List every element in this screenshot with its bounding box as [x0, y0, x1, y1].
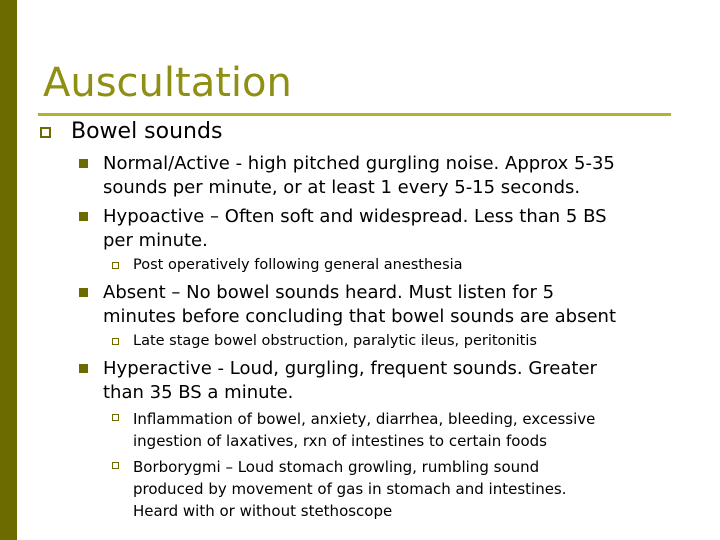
bullet-hypoactive-line2: per minute. [103, 230, 208, 251]
small-hollow-square-bullet-icon [112, 262, 119, 269]
bullet-absent-line2: minutes before concluding that bowel sounds are absent [103, 306, 617, 327]
sub-bullet-borborygmi-line3: Heard with or without stethoscope [133, 502, 393, 520]
bullet-hyperactive-line2: than 35 BS a minute. [103, 382, 294, 403]
bullet-bowel-sounds: Bowel sounds [71, 119, 223, 144]
sub-bullet-post-op: Post operatively following general anesthesia [133, 257, 463, 273]
bullet-normal-line2: sounds per minute, or at least 1 every 5-15 seconds. [103, 177, 581, 198]
hollow-square-bullet-icon [40, 127, 51, 138]
sub-bullet-late-stage: Late stage bowel obstruction, paralytic ileus, peritonitis [133, 333, 537, 349]
solid-square-bullet-icon [79, 288, 88, 297]
bullet-hyperactive-line1: Hyperactive - Loud, gurgling, frequent sounds. Greater [103, 358, 597, 379]
solid-square-bullet-icon [79, 212, 88, 221]
small-hollow-square-bullet-icon [112, 462, 119, 469]
sub-bullet-inflammation-line1: Inflammation of bowel, anxiety, diarrhea, bleeding, excessive [133, 410, 596, 428]
sub-bullet-borborygmi-line2: produced by movement of gas in stomach and intestines. [133, 480, 567, 498]
slide-title: Auscultation [43, 60, 292, 106]
bullet-hypoactive-line1: Hypoactive – Often soft and widespread. Less than 5 BS [103, 206, 607, 227]
solid-square-bullet-icon [79, 159, 88, 168]
small-hollow-square-bullet-icon [112, 414, 119, 421]
title-divider [38, 113, 671, 116]
bullet-normal-line1: Normal/Active - high pitched gurgling noise. Approx 5-35 [103, 153, 615, 174]
small-hollow-square-bullet-icon [112, 338, 119, 345]
sub-bullet-borborygmi-line1: Borborygmi – Loud stomach growling, rumbling sound [133, 458, 540, 476]
left-accent-bar [0, 0, 17, 540]
solid-square-bullet-icon [79, 364, 88, 373]
sub-bullet-inflammation-line2: ingestion of laxatives, rxn of intestines to certain foods [133, 432, 547, 450]
bullet-absent-line1: Absent – No bowel sounds heard. Must listen for 5 [103, 282, 555, 303]
